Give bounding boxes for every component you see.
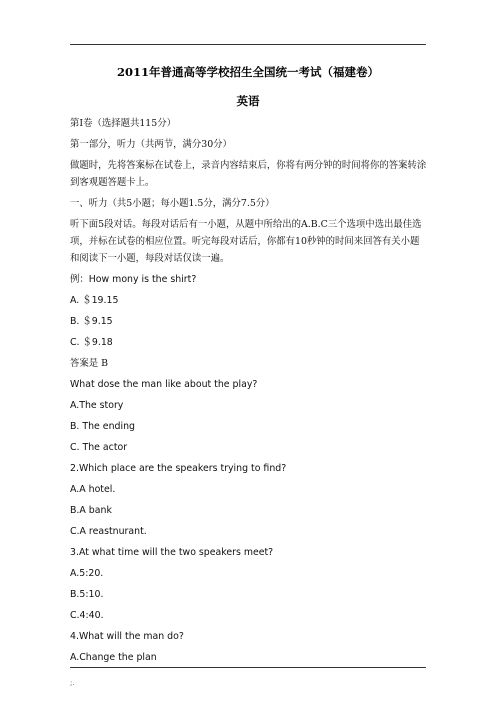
example-option-b: B. ＄9.15 — [70, 316, 113, 327]
instructions-text: 做题时，先将答案标在试卷上，录音内容结束后，你将有两分钟的时间将你的答案转涂到客观题答题卡上。 — [70, 160, 427, 188]
question-3-option-c: C.4:40. — [70, 610, 104, 621]
question-3-option-a: A.5:20. — [70, 568, 104, 579]
question-2-option-a: A.A hotel. — [70, 484, 116, 495]
question-2-option-b: B.A bank — [70, 505, 112, 516]
document-title: 2011年普通高等学校招生全国统一考试（福建卷） — [116, 65, 379, 79]
question-1-option-b: B. The ending — [70, 421, 135, 432]
part-heading: 第一部分，听力（共两节，满分30分） — [70, 139, 232, 150]
question-1-option-a: A.The story — [70, 400, 124, 411]
header-rule — [70, 44, 426, 45]
example-question: 例：How mony is the shirt? — [70, 274, 197, 285]
subsection-heading: 一、听力（共5小题；每小题1.5分，满分7.5分） — [70, 198, 275, 209]
footer-mark: ;. — [70, 679, 75, 687]
question-2: 2.Which place are the speakers trying to find? — [70, 463, 287, 474]
question-2-option-c: C.A reastnurant. — [70, 526, 147, 537]
example-option-c: C. ＄9.18 — [70, 337, 113, 348]
subsection-instructions: 听下面5段对话。每段对话后有一小题，从题中所给出的A.B.C三个选项中选出最佳选项，并标在试卷的相应位置。听完每段对话后，你都有10秒钟的时间来回答有关小题和阅读下一小题，每段对话仅读一遍。 — [70, 219, 422, 264]
question-4-option-a: A.Change the plan — [70, 652, 157, 663]
question-4: 4.What will the man do? — [70, 631, 184, 642]
example-option-a: A. ＄19.15 — [70, 295, 119, 306]
example-answer: 答案是 B — [70, 358, 108, 369]
question-1-option-c: C. The actor — [70, 442, 128, 453]
volume-heading: 第Ⅰ卷（选择题共115分） — [70, 118, 176, 129]
footer-rule — [70, 667, 426, 668]
question-1: What dose the man like about the play? — [70, 379, 258, 390]
question-3: 3.At what time will the two speakers meet? — [70, 547, 274, 558]
subject-heading: 英语 — [236, 94, 260, 108]
document-body — [70, 113, 428, 668]
question-3-option-b: B.5:10. — [70, 589, 104, 600]
